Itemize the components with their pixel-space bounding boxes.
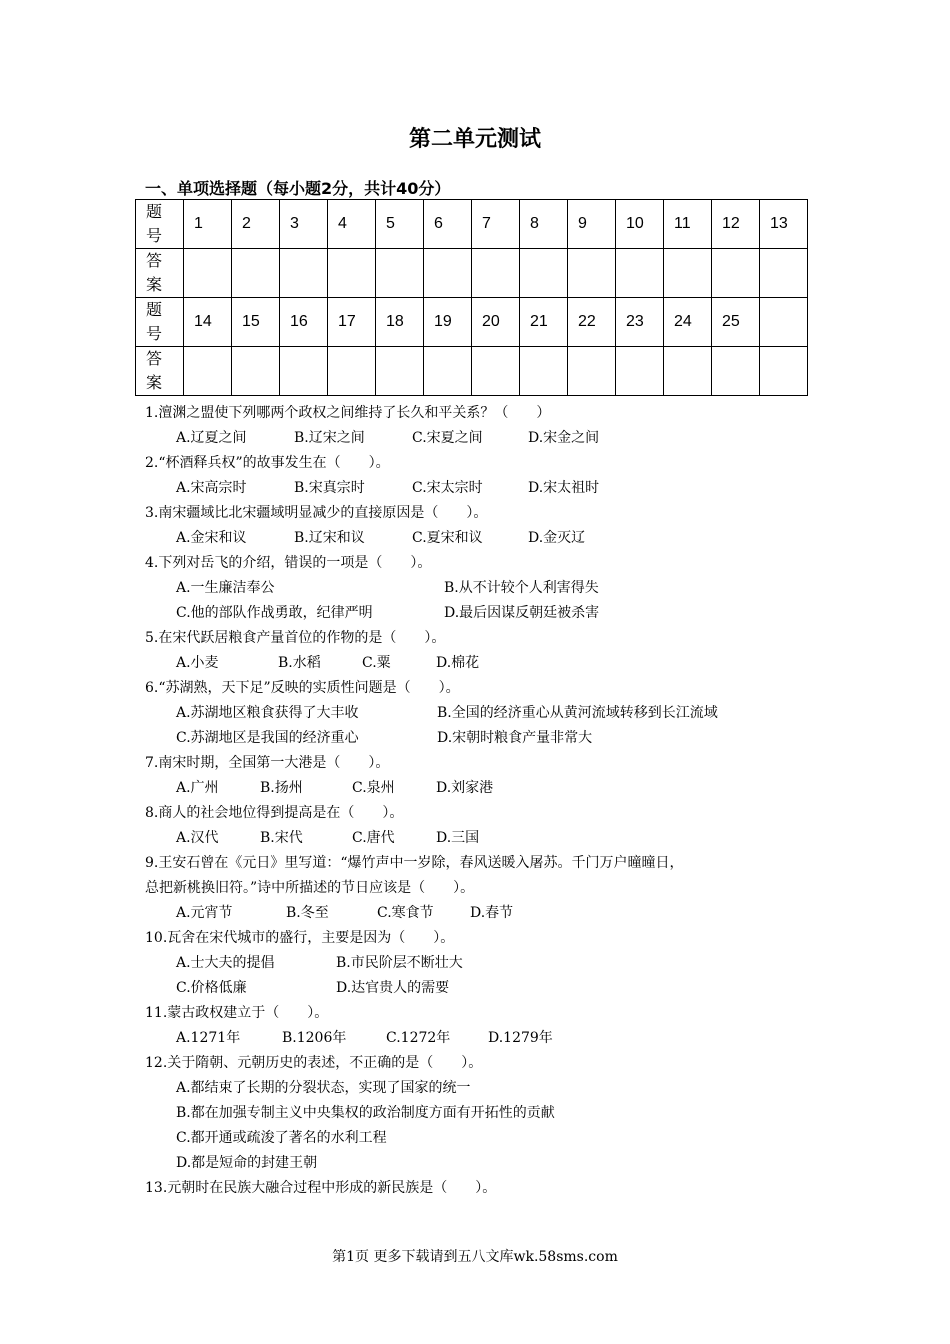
question-2: 2.“杯酒释兵权”的故事发生在（ ）。: [145, 455, 390, 471]
option: A.一生廉洁奉公: [176, 580, 275, 596]
question-11: 11.蒙古政权建立于（ ）。: [145, 1005, 329, 1021]
question-number: 15: [232, 298, 280, 347]
question-number: 18: [376, 298, 424, 347]
row-label: 题 号: [136, 298, 184, 347]
question-number: 19: [424, 298, 472, 347]
answer-cell[interactable]: [568, 347, 616, 396]
row-label: 答 案: [136, 347, 184, 396]
option: D.宋太祖时: [528, 480, 600, 496]
option: A.宋高宗时: [176, 480, 247, 496]
option: C.寒食节: [377, 905, 434, 921]
option: B.1206年: [282, 1030, 347, 1046]
question-9-cont: 总把新桃换旧符。”诗中所描述的节日应该是（ ）。: [145, 880, 475, 896]
option: B.辽宋之间: [294, 430, 365, 446]
table-row: [136, 298, 808, 347]
option: D.春节: [470, 905, 514, 921]
answer-cell[interactable]: [376, 347, 424, 396]
page-title: 第二单元测试: [408, 127, 541, 152]
question-number: 21: [520, 298, 568, 347]
answer-cell[interactable]: [616, 347, 664, 396]
question-number: 4: [328, 200, 376, 249]
question-number: 14: [184, 298, 232, 347]
option: D.宋金之间: [528, 430, 600, 446]
question-1: 1.澶渊之盟使下列哪两个政权之间维持了长久和平关系？（ ）: [145, 405, 551, 421]
answer-cell[interactable]: [760, 347, 808, 396]
question-number: 23: [616, 298, 664, 347]
answer-cell[interactable]: [184, 249, 232, 298]
answer-cell[interactable]: [232, 347, 280, 396]
option: C.都开通或疏浚了著名的水利工程: [176, 1130, 387, 1146]
question-number: 3: [280, 200, 328, 249]
question-7: 7.南宋时期，全国第一大港是（ ）。: [145, 755, 390, 771]
question-number: 12: [712, 200, 760, 249]
question-number: 2: [232, 200, 280, 249]
question-5: 5.在宋代跃居粮食产量首位的作物的是（ ）。: [145, 630, 446, 646]
option: B.全国的经济重心从黄河流域转移到长江流域: [437, 705, 718, 721]
question-number: 24: [664, 298, 712, 347]
option: D.1279年: [488, 1030, 553, 1046]
question-number: 6: [424, 200, 472, 249]
question-number: 7: [472, 200, 520, 249]
answer-cell[interactable]: [376, 249, 424, 298]
question-number: 5: [376, 200, 424, 249]
option: A.都结束了长期的分裂状态，实现了国家的统一: [176, 1080, 471, 1096]
option: A.辽夏之间: [176, 430, 247, 446]
option: C.他的部队作战勇敢，纪律严明: [176, 605, 373, 621]
option: D.刘家港: [436, 780, 494, 796]
question-number: 9: [568, 200, 616, 249]
option: A.汉代: [176, 830, 219, 846]
option: C.1272年: [386, 1030, 451, 1046]
option: B.扬州: [260, 780, 303, 796]
question-number: 8: [520, 200, 568, 249]
answer-cell[interactable]: [760, 249, 808, 298]
option: D.三国: [436, 830, 480, 846]
option: C.宋夏之间: [412, 430, 483, 446]
answer-cell[interactable]: [664, 347, 712, 396]
option: B.市民阶层不断壮大: [336, 955, 463, 971]
option: C.唐代: [352, 830, 395, 846]
table-row: [136, 200, 808, 249]
option: A.广州: [176, 780, 219, 796]
option: D.金灭辽: [528, 530, 586, 546]
option: B.水稻: [278, 655, 321, 671]
option: B.从不计较个人利害得失: [444, 580, 599, 596]
answer-cell[interactable]: [184, 347, 232, 396]
option: D.最后因谋反朝廷被杀害: [444, 605, 600, 621]
option: B.宋代: [260, 830, 303, 846]
answer-cell[interactable]: [712, 249, 760, 298]
question-3: 3.南宋疆域比北宋疆域明显减少的直接原因是（ ）。: [145, 505, 488, 521]
option: A.小麦: [176, 655, 219, 671]
question-number: 17: [328, 298, 376, 347]
answer-cell[interactable]: [424, 249, 472, 298]
option: A.苏湖地区粮食获得了大丰收: [176, 705, 359, 721]
question-number: 22: [568, 298, 616, 347]
answer-cell[interactable]: [712, 347, 760, 396]
section-heading: 一、单项选择题（每小题2分，共计40分）: [145, 179, 451, 198]
option: B.都在加强专制主义中央集权的政治制度方面有开拓性的贡献: [176, 1105, 555, 1121]
option: A.士大夫的提倡: [176, 955, 275, 971]
question-number: 16: [280, 298, 328, 347]
option: A.1271年: [176, 1030, 241, 1046]
question-number: 20: [472, 298, 520, 347]
option: C.粟: [362, 655, 391, 671]
table-row: [136, 249, 808, 298]
question-8: 8.商人的社会地位得到提高是在（ ）。: [145, 805, 404, 821]
option: D.棉花: [436, 655, 480, 671]
option: B.辽宋和议: [294, 530, 365, 546]
question-number: 13: [760, 200, 808, 249]
answer-cell[interactable]: [616, 249, 664, 298]
row-label: 答 案: [136, 249, 184, 298]
option: C.宋太宗时: [412, 480, 483, 496]
answer-table: [135, 199, 808, 396]
option: B.宋真宗时: [294, 480, 365, 496]
answer-cell[interactable]: [280, 249, 328, 298]
answer-cell[interactable]: [472, 347, 520, 396]
option: B.冬至: [286, 905, 329, 921]
question-12: 12.关于隋朝、元朝历史的表述，不正确的是（ ）。: [145, 1055, 483, 1071]
option: C.泉州: [352, 780, 395, 796]
question-number: 10: [616, 200, 664, 249]
answer-cell[interactable]: [664, 249, 712, 298]
table-row: [136, 347, 808, 396]
option: D.达官贵人的需要: [336, 980, 450, 996]
answer-cell[interactable]: [280, 347, 328, 396]
question-number: [760, 298, 808, 347]
answer-cell[interactable]: [568, 249, 616, 298]
question-9: 9.王安石曾在《元日》里写道：“爆竹声中一岁除，春风送暖入屠苏。千门万户曈曈日，: [145, 855, 684, 871]
option: C.价格低廉: [176, 980, 247, 996]
row-label: 题 号: [136, 200, 184, 249]
question-number: 1: [184, 200, 232, 249]
option: A.金宋和议: [176, 530, 247, 546]
question-6: 6.“苏湖熟，天下足”反映的实质性问题是（ ）。: [145, 680, 460, 696]
question-number: 25: [712, 298, 760, 347]
answer-cell[interactable]: [328, 249, 376, 298]
question-number: 11: [664, 200, 712, 249]
answer-cell[interactable]: [328, 347, 376, 396]
answer-cell[interactable]: [472, 249, 520, 298]
page-footer: 第1页 更多下载请到五八文库wk.58sms.com: [332, 1249, 618, 1265]
answer-cell[interactable]: [232, 249, 280, 298]
option: C.夏宋和议: [412, 530, 483, 546]
answer-cell[interactable]: [520, 347, 568, 396]
question-4: 4.下列对岳飞的介绍，错误的一项是（ ）。: [145, 555, 432, 571]
answer-cell[interactable]: [520, 249, 568, 298]
option: A.元宵节: [176, 905, 233, 921]
question-10: 10.瓦舍在宋代城市的盛行，主要是因为（ ）。: [145, 930, 455, 946]
option: D.都是短命的封建王朝: [176, 1155, 318, 1171]
answer-cell[interactable]: [424, 347, 472, 396]
option: C.苏湖地区是我国的经济重心: [176, 730, 359, 746]
option: D.宋朝时粮食产量非常大: [437, 730, 593, 746]
question-13: 13.元朝时在民族大融合过程中形成的新民族是（ ）。: [145, 1180, 497, 1196]
